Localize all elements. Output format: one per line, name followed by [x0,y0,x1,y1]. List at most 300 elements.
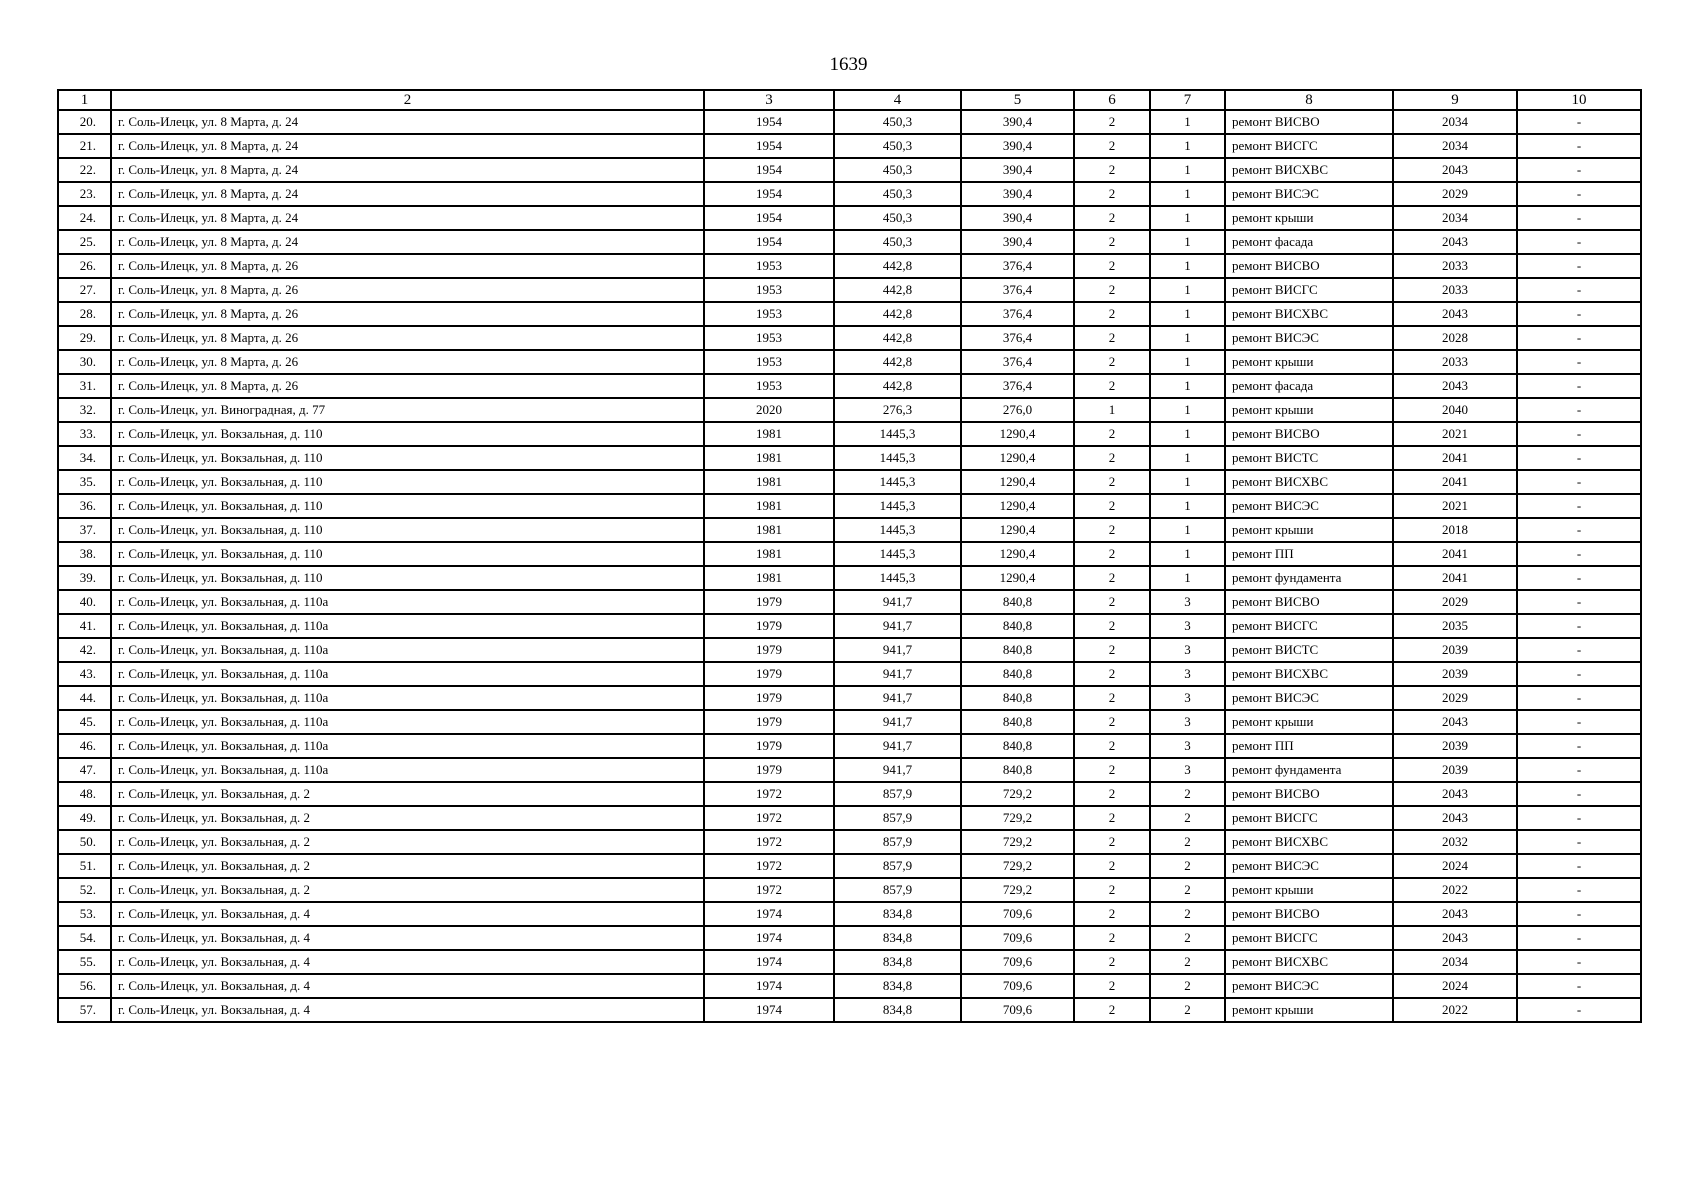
work-type-cell: ремонт крыши [1225,998,1393,1022]
planned-year-cell: 2034 [1393,110,1517,134]
address-cell: г. Соль-Илецк, ул. Вокзальная, д. 2 [111,830,704,854]
address-cell: г. Соль-Илецк, ул. Вокзальная, д. 110 [111,566,704,590]
total-area-cell: 450,3 [834,134,961,158]
work-type-cell: ремонт ВИСХВС [1225,158,1393,182]
work-type-cell: ремонт крыши [1225,710,1393,734]
row-number: 20. [58,110,111,134]
address-cell: г. Соль-Илецк, ул. Вокзальная, д. 110а [111,638,704,662]
entrances-cell: 1 [1150,302,1225,326]
address-cell: г. Соль-Илецк, ул. Вокзальная, д. 110а [111,758,704,782]
table-row [58,638,1641,662]
row-number: 55. [58,950,111,974]
work-type-cell: ремонт крыши [1225,350,1393,374]
year-built-cell: 2020 [704,398,834,422]
year-built-cell: 1979 [704,686,834,710]
row-number: 40. [58,590,111,614]
year-built-cell: 1979 [704,734,834,758]
table-row [58,398,1641,422]
work-type-cell: ремонт фундамента [1225,758,1393,782]
floors-cell: 2 [1074,302,1150,326]
work-type-cell: ремонт ВИСХВС [1225,470,1393,494]
work-type-cell: ремонт ВИСЭС [1225,494,1393,518]
floors-cell: 2 [1074,158,1150,182]
entrances-cell: 1 [1150,422,1225,446]
planned-year-cell: 2034 [1393,134,1517,158]
floors-cell: 2 [1074,326,1150,350]
work-type-cell: ремонт ВИСВО [1225,782,1393,806]
row-number: 49. [58,806,111,830]
total-area-cell: 450,3 [834,182,961,206]
living-area-cell: 376,4 [961,374,1074,398]
column-header-5: 5 [961,90,1074,110]
table-row [58,446,1641,470]
table-row [58,470,1641,494]
floors-cell: 2 [1074,230,1150,254]
living-area-cell: 376,4 [961,326,1074,350]
floors-cell: 2 [1074,566,1150,590]
total-area-cell: 941,7 [834,710,961,734]
page-number: 1639 [829,54,868,75]
work-type-cell: ремонт ВИСЭС [1225,854,1393,878]
total-area-cell: 1445,3 [834,566,961,590]
planned-year-cell: 2034 [1393,206,1517,230]
work-type-cell: ремонт ВИСТС [1225,638,1393,662]
address-cell: г. Соль-Илецк, ул. Вокзальная, д. 4 [111,926,704,950]
total-area-cell: 857,9 [834,854,961,878]
work-type-cell: ремонт ВИСХВС [1225,302,1393,326]
planned-year-cell: 2043 [1393,782,1517,806]
year-built-cell: 1954 [704,134,834,158]
table-header [58,90,1641,110]
entrances-cell: 2 [1150,830,1225,854]
table-row [58,734,1641,758]
note-cell: - [1517,134,1641,158]
entrances-cell: 1 [1150,278,1225,302]
column-header-9: 9 [1393,90,1517,110]
note-cell: - [1517,686,1641,710]
address-cell: г. Соль-Илецк, ул. Вокзальная, д. 110 [111,518,704,542]
floors-cell: 2 [1074,254,1150,278]
table-row [58,830,1641,854]
floors-cell: 2 [1074,830,1150,854]
planned-year-cell: 2024 [1393,854,1517,878]
floors-cell: 2 [1074,422,1150,446]
entrances-cell: 1 [1150,374,1225,398]
total-area-cell: 941,7 [834,734,961,758]
total-area-cell: 450,3 [834,206,961,230]
note-cell: - [1517,182,1641,206]
address-cell: г. Соль-Илецк, ул. Вокзальная, д. 4 [111,998,704,1022]
planned-year-cell: 2034 [1393,950,1517,974]
address-cell: г. Соль-Илецк, ул. 8 Марта, д. 26 [111,254,704,278]
row-number: 44. [58,686,111,710]
total-area-cell: 450,3 [834,230,961,254]
year-built-cell: 1979 [704,590,834,614]
row-number: 50. [58,830,111,854]
living-area-cell: 1290,4 [961,494,1074,518]
column-header-3: 3 [704,90,834,110]
floors-cell: 1 [1074,398,1150,422]
column-header-4: 4 [834,90,961,110]
planned-year-cell: 2021 [1393,494,1517,518]
work-type-cell: ремонт ВИСЭС [1225,974,1393,998]
planned-year-cell: 2033 [1393,350,1517,374]
planned-year-cell: 2035 [1393,614,1517,638]
row-number: 53. [58,902,111,926]
note-cell: - [1517,590,1641,614]
year-built-cell: 1981 [704,446,834,470]
row-number: 38. [58,542,111,566]
year-built-cell: 1972 [704,878,834,902]
planned-year-cell: 2043 [1393,926,1517,950]
floors-cell: 2 [1074,278,1150,302]
address-cell: г. Соль-Илецк, ул. Вокзальная, д. 110 [111,446,704,470]
address-cell: г. Соль-Илецк, ул. Вокзальная, д. 4 [111,974,704,998]
floors-cell: 2 [1074,782,1150,806]
work-type-cell: ремонт ВИСГС [1225,614,1393,638]
living-area-cell: 840,8 [961,590,1074,614]
floors-cell: 2 [1074,638,1150,662]
floors-cell: 2 [1074,854,1150,878]
row-number: 33. [58,422,111,446]
table-row [58,974,1641,998]
planned-year-cell: 2041 [1393,446,1517,470]
entrances-cell: 1 [1150,206,1225,230]
total-area-cell: 442,8 [834,350,961,374]
address-cell: г. Соль-Илецк, ул. 8 Марта, д. 24 [111,230,704,254]
living-area-cell: 390,4 [961,134,1074,158]
note-cell: - [1517,374,1641,398]
row-number: 36. [58,494,111,518]
table-row [58,326,1641,350]
note-cell: - [1517,710,1641,734]
floors-cell: 2 [1074,206,1150,230]
floors-cell: 2 [1074,950,1150,974]
address-cell: г. Соль-Илецк, ул. Вокзальная, д. 110 [111,470,704,494]
work-type-cell: ремонт ВИСГС [1225,926,1393,950]
floors-cell: 2 [1074,350,1150,374]
year-built-cell: 1953 [704,302,834,326]
floors-cell: 2 [1074,470,1150,494]
entrances-cell: 1 [1150,494,1225,518]
work-type-cell: ремонт ВИСГС [1225,806,1393,830]
entrances-cell: 3 [1150,638,1225,662]
entrances-cell: 1 [1150,398,1225,422]
year-built-cell: 1954 [704,230,834,254]
living-area-cell: 840,8 [961,662,1074,686]
work-type-cell: ремонт фасада [1225,374,1393,398]
planned-year-cell: 2028 [1393,326,1517,350]
floors-cell: 2 [1074,446,1150,470]
column-header-7: 7 [1150,90,1225,110]
work-type-cell: ремонт фундамента [1225,566,1393,590]
note-cell: - [1517,638,1641,662]
table-row [58,422,1641,446]
row-number: 31. [58,374,111,398]
total-area-cell: 941,7 [834,662,961,686]
row-number: 47. [58,758,111,782]
row-number: 24. [58,206,111,230]
floors-cell: 2 [1074,182,1150,206]
floors-cell: 2 [1074,758,1150,782]
entrances-cell: 3 [1150,734,1225,758]
column-header-10: 10 [1517,90,1641,110]
year-built-cell: 1981 [704,470,834,494]
year-built-cell: 1953 [704,326,834,350]
note-cell: - [1517,302,1641,326]
note-cell: - [1517,614,1641,638]
work-type-cell: ремонт ВИСВО [1225,110,1393,134]
total-area-cell: 1445,3 [834,518,961,542]
living-area-cell: 390,4 [961,158,1074,182]
entrances-cell: 2 [1150,926,1225,950]
work-type-cell: ремонт ВИСХВС [1225,830,1393,854]
note-cell: - [1517,206,1641,230]
table-row [58,278,1641,302]
living-area-cell: 709,6 [961,998,1074,1022]
floors-cell: 2 [1074,374,1150,398]
total-area-cell: 941,7 [834,638,961,662]
entrances-cell: 1 [1150,158,1225,182]
planned-year-cell: 2041 [1393,566,1517,590]
work-type-cell: ремонт фасада [1225,230,1393,254]
address-cell: г. Соль-Илецк, ул. Вокзальная, д. 110а [111,710,704,734]
living-area-cell: 1290,4 [961,518,1074,542]
table-row [58,998,1641,1022]
entrances-cell: 2 [1150,878,1225,902]
column-header-1: 1 [58,90,111,110]
entrances-cell: 1 [1150,326,1225,350]
planned-year-cell: 2018 [1393,518,1517,542]
row-number: 25. [58,230,111,254]
work-type-cell: ремонт ВИСГС [1225,278,1393,302]
total-area-cell: 941,7 [834,614,961,638]
note-cell: - [1517,326,1641,350]
note-cell: - [1517,758,1641,782]
entrances-cell: 1 [1150,518,1225,542]
work-type-cell: ремонт крыши [1225,518,1393,542]
table-row [58,950,1641,974]
note-cell: - [1517,542,1641,566]
table-row [58,542,1641,566]
total-area-cell: 1445,3 [834,494,961,518]
year-built-cell: 1972 [704,806,834,830]
planned-year-cell: 2039 [1393,662,1517,686]
row-number: 41. [58,614,111,638]
row-number: 51. [58,854,111,878]
table-row [58,566,1641,590]
total-area-cell: 442,8 [834,278,961,302]
planned-year-cell: 2039 [1393,758,1517,782]
total-area-cell: 834,8 [834,974,961,998]
planned-year-cell: 2043 [1393,302,1517,326]
table-row [58,878,1641,902]
total-area-cell: 442,8 [834,254,961,278]
living-area-cell: 1290,4 [961,470,1074,494]
floors-cell: 2 [1074,614,1150,638]
row-number: 46. [58,734,111,758]
table-row [58,110,1641,134]
year-built-cell: 1974 [704,998,834,1022]
total-area-cell: 857,9 [834,878,961,902]
address-cell: г. Соль-Илецк, ул. Вокзальная, д. 2 [111,806,704,830]
work-type-cell: ремонт ВИСГС [1225,134,1393,158]
floors-cell: 2 [1074,878,1150,902]
table-row [58,350,1641,374]
address-cell: г. Соль-Илецк, ул. Вокзальная, д. 110а [111,734,704,758]
living-area-cell: 840,8 [961,614,1074,638]
planned-year-cell: 2033 [1393,278,1517,302]
planned-year-cell: 2041 [1393,470,1517,494]
living-area-cell: 1290,4 [961,566,1074,590]
note-cell: - [1517,662,1641,686]
living-area-cell: 729,2 [961,878,1074,902]
note-cell: - [1517,902,1641,926]
floors-cell: 2 [1074,542,1150,566]
living-area-cell: 840,8 [961,710,1074,734]
column-header-2: 2 [111,90,704,110]
year-built-cell: 1974 [704,926,834,950]
table-row [58,182,1641,206]
planned-year-cell: 2024 [1393,974,1517,998]
note-cell: - [1517,806,1641,830]
work-type-cell: ремонт ВИСЭС [1225,326,1393,350]
work-type-cell: ремонт ВИСХВС [1225,662,1393,686]
planned-year-cell: 2029 [1393,182,1517,206]
planned-year-cell: 2043 [1393,158,1517,182]
address-cell: г. Соль-Илецк, ул. 8 Марта, д. 24 [111,206,704,230]
table-row [58,158,1641,182]
living-area-cell: 376,4 [961,278,1074,302]
entrances-cell: 2 [1150,854,1225,878]
row-number: 23. [58,182,111,206]
entrances-cell: 2 [1150,902,1225,926]
work-type-cell: ремонт ВИСЭС [1225,686,1393,710]
living-area-cell: 390,4 [961,110,1074,134]
address-cell: г. Соль-Илецк, ул. Вокзальная, д. 2 [111,878,704,902]
entrances-cell: 1 [1150,134,1225,158]
row-number: 37. [58,518,111,542]
note-cell: - [1517,950,1641,974]
entrances-cell: 1 [1150,254,1225,278]
table-row [58,782,1641,806]
note-cell: - [1517,230,1641,254]
living-area-cell: 376,4 [961,302,1074,326]
note-cell: - [1517,926,1641,950]
total-area-cell: 442,8 [834,326,961,350]
table-row [58,662,1641,686]
note-cell: - [1517,158,1641,182]
header-row [58,90,1641,110]
work-type-cell: ремонт ВИСТС [1225,446,1393,470]
table-row [58,494,1641,518]
year-built-cell: 1954 [704,182,834,206]
table-row [58,758,1641,782]
planned-year-cell: 2043 [1393,230,1517,254]
table-row [58,902,1641,926]
work-type-cell: ремонт крыши [1225,398,1393,422]
row-number: 27. [58,278,111,302]
row-number: 42. [58,638,111,662]
repair-schedule-table [57,89,1642,1023]
table-row [58,206,1641,230]
address-cell: г. Соль-Илецк, ул. 8 Марта, д. 26 [111,326,704,350]
planned-year-cell: 2033 [1393,254,1517,278]
row-number: 32. [58,398,111,422]
address-cell: г. Соль-Илецк, ул. Вокзальная, д. 110 [111,422,704,446]
row-number: 39. [58,566,111,590]
total-area-cell: 834,8 [834,902,961,926]
floors-cell: 2 [1074,710,1150,734]
table-row [58,254,1641,278]
row-number: 35. [58,470,111,494]
planned-year-cell: 2032 [1393,830,1517,854]
floors-cell: 2 [1074,926,1150,950]
floors-cell: 2 [1074,518,1150,542]
living-area-cell: 729,2 [961,806,1074,830]
note-cell: - [1517,278,1641,302]
entrances-cell: 2 [1150,974,1225,998]
address-cell: г. Соль-Илецк, ул. 8 Марта, д. 24 [111,182,704,206]
floors-cell: 2 [1074,806,1150,830]
note-cell: - [1517,782,1641,806]
year-built-cell: 1954 [704,158,834,182]
entrances-cell: 3 [1150,614,1225,638]
living-area-cell: 390,4 [961,182,1074,206]
entrances-cell: 3 [1150,758,1225,782]
column-header-6: 6 [1074,90,1150,110]
year-built-cell: 1972 [704,830,834,854]
entrances-cell: 3 [1150,662,1225,686]
year-built-cell: 1981 [704,494,834,518]
floors-cell: 2 [1074,494,1150,518]
year-built-cell: 1953 [704,254,834,278]
year-built-cell: 1979 [704,758,834,782]
address-cell: г. Соль-Илецк, ул. Вокзальная, д. 110а [111,614,704,638]
row-number: 29. [58,326,111,350]
floors-cell: 2 [1074,686,1150,710]
address-cell: г. Соль-Илецк, ул. Вокзальная, д. 2 [111,782,704,806]
address-cell: г. Соль-Илецк, ул. 8 Марта, д. 26 [111,350,704,374]
total-area-cell: 834,8 [834,950,961,974]
floors-cell: 2 [1074,974,1150,998]
year-built-cell: 1974 [704,974,834,998]
work-type-cell: ремонт ВИСВО [1225,422,1393,446]
living-area-cell: 709,6 [961,926,1074,950]
row-number: 43. [58,662,111,686]
year-built-cell: 1953 [704,350,834,374]
planned-year-cell: 2029 [1393,686,1517,710]
address-cell: г. Соль-Илецк, ул. Вокзальная, д. 110а [111,590,704,614]
living-area-cell: 390,4 [961,230,1074,254]
note-cell: - [1517,518,1641,542]
year-built-cell: 1979 [704,638,834,662]
planned-year-cell: 2022 [1393,878,1517,902]
total-area-cell: 1445,3 [834,470,961,494]
row-number: 45. [58,710,111,734]
living-area-cell: 729,2 [961,830,1074,854]
total-area-cell: 276,3 [834,398,961,422]
note-cell: - [1517,566,1641,590]
entrances-cell: 1 [1150,230,1225,254]
floors-cell: 2 [1074,902,1150,926]
table-row [58,806,1641,830]
planned-year-cell: 2043 [1393,374,1517,398]
table-row [58,518,1641,542]
living-area-cell: 840,8 [961,758,1074,782]
planned-year-cell: 2040 [1393,398,1517,422]
year-built-cell: 1981 [704,542,834,566]
